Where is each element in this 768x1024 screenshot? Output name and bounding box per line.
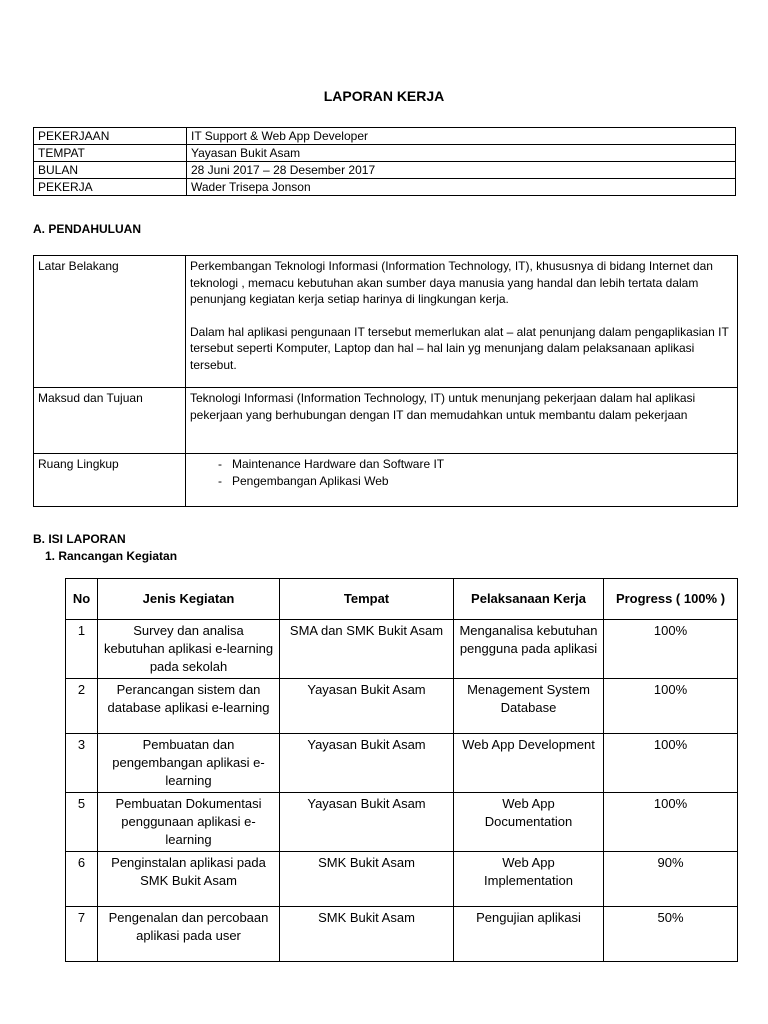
info-value: 28 Juni 2017 – 28 Desember 2017 xyxy=(187,162,736,179)
row-no: 2 xyxy=(66,679,98,734)
maksud-row xyxy=(34,388,738,454)
row-tempat: SMK Bukit Asam xyxy=(280,907,454,962)
row-progress: 90% xyxy=(604,852,738,907)
row-jenis: Pengenalan dan percobaan aplikasi pada user xyxy=(98,907,280,962)
ruang-label: Ruang Lingkup xyxy=(34,454,186,507)
header-no: No xyxy=(66,579,98,620)
header-jenis: Jenis Kegiatan xyxy=(98,579,280,620)
pendahuluan-table xyxy=(33,255,738,507)
row-jenis: Perancangan sistem dan database aplikasi e-learning xyxy=(98,679,280,734)
header-tempat: Tempat xyxy=(280,579,454,620)
table-row xyxy=(66,907,738,962)
row-tempat: Yayasan Bukit Asam xyxy=(280,679,454,734)
ruang-item: - Pengembangan Aplikasi Web xyxy=(218,473,733,490)
row-no: 3 xyxy=(66,734,98,793)
info-row xyxy=(34,128,736,145)
latar-label: Latar Belakang xyxy=(34,256,186,388)
row-pelaksanaan: Menganalisa kebutuhan pengguna pada aplikasi xyxy=(454,620,604,679)
section-b-heading: B. ISI LAPORAN xyxy=(33,532,126,546)
row-jenis: Survey dan analisa kebutuhan aplikasi e-learning pada sekolah xyxy=(98,620,280,679)
info-value: IT Support & Web App Developer xyxy=(187,128,736,145)
section-a-heading: A. PENDAHULUAN xyxy=(33,222,141,236)
latar-content xyxy=(186,256,738,388)
ruang-row xyxy=(34,454,738,507)
maksud-text: Teknologi Informasi (Information Technology, IT) untuk menunjang pekerjaan dalam hal aplikasi pekerjaan yang berhubungan dengan IT dan memudahkan untuk membantu dalam pekerjaan xyxy=(186,388,738,454)
row-pelaksanaan: Web App Documentation xyxy=(454,793,604,852)
row-pelaksanaan: Web App Implementation xyxy=(454,852,604,907)
document-title: LAPORAN KERJA xyxy=(323,88,445,104)
info-table xyxy=(33,127,736,196)
row-no: 7 xyxy=(66,907,98,962)
row-pelaksanaan: Menagement System Database xyxy=(454,679,604,734)
kegiatan-table xyxy=(65,578,738,962)
row-no: 5 xyxy=(66,793,98,852)
row-progress: 100% xyxy=(604,620,738,679)
info-row xyxy=(34,162,736,179)
row-progress: 100% xyxy=(604,679,738,734)
row-progress: 50% xyxy=(604,907,738,962)
row-progress: 100% xyxy=(604,734,738,793)
maksud-label: Maksud dan Tujuan xyxy=(34,388,186,454)
table-row xyxy=(66,852,738,907)
row-jenis: Penginstalan aplikasi pada SMK Bukit Asam xyxy=(98,852,280,907)
info-row xyxy=(34,179,736,196)
info-label: BULAN xyxy=(34,162,187,179)
row-progress: 100% xyxy=(604,793,738,852)
info-label: PEKERJAAN xyxy=(34,128,187,145)
latar-row xyxy=(34,256,738,388)
row-jenis: Pembuatan dan pengembangan aplikasi e-learning xyxy=(98,734,280,793)
table-row xyxy=(66,793,738,852)
ruang-item: - Maintenance Hardware dan Software IT xyxy=(218,456,733,473)
latar-paragraph-2: Dalam hal aplikasi pengunaan IT tersebut memerlukan alat – alat penunjang dalam pengaplikasian IT tersebut seperti Komputer, Laptop dan hal – hal lain yg menunjang dalam pelaksanaan aplikasi tersebut. xyxy=(190,324,729,372)
info-row xyxy=(34,145,736,162)
info-label: PEKERJA xyxy=(34,179,187,196)
row-pelaksanaan: Web App Development xyxy=(454,734,604,793)
ruang-list xyxy=(190,456,733,489)
section-b-subheading: 1. Rancangan Kegiatan xyxy=(45,549,178,563)
info-value: Yayasan Bukit Asam xyxy=(187,145,736,162)
row-no: 1 xyxy=(66,620,98,679)
table-row xyxy=(66,620,738,679)
row-tempat: SMK Bukit Asam xyxy=(280,852,454,907)
table-row xyxy=(66,734,738,793)
latar-paragraph-1: Perkembangan Teknologi Informasi (Information Technology, IT), khususnya di bidang Internet dan teknologi , memacu kebutuhan akan sumber daya manusia yang handal dan lebih tertata dalam penunjang kegiatan kerja setiap harinya di lingkungan kerja. xyxy=(190,259,713,306)
table-row xyxy=(66,679,738,734)
info-label: TEMPAT xyxy=(34,145,187,162)
ruang-content xyxy=(186,454,738,507)
header-pelaksanaan: Pelaksanaan Kerja xyxy=(454,579,604,620)
row-tempat: Yayasan Bukit Asam xyxy=(280,793,454,852)
row-jenis: Pembuatan Dokumentasi penggunaan aplikasi e-learning xyxy=(98,793,280,852)
row-pelaksanaan: Pengujian aplikasi xyxy=(454,907,604,962)
row-tempat: SMA dan SMK Bukit Asam xyxy=(280,620,454,679)
header-progress: Progress ( 100% ) xyxy=(604,579,738,620)
row-tempat: Yayasan Bukit Asam xyxy=(280,734,454,793)
row-no: 6 xyxy=(66,852,98,907)
info-value: Wader Trisepa Jonson xyxy=(187,179,736,196)
kegiatan-header-row xyxy=(66,579,738,620)
